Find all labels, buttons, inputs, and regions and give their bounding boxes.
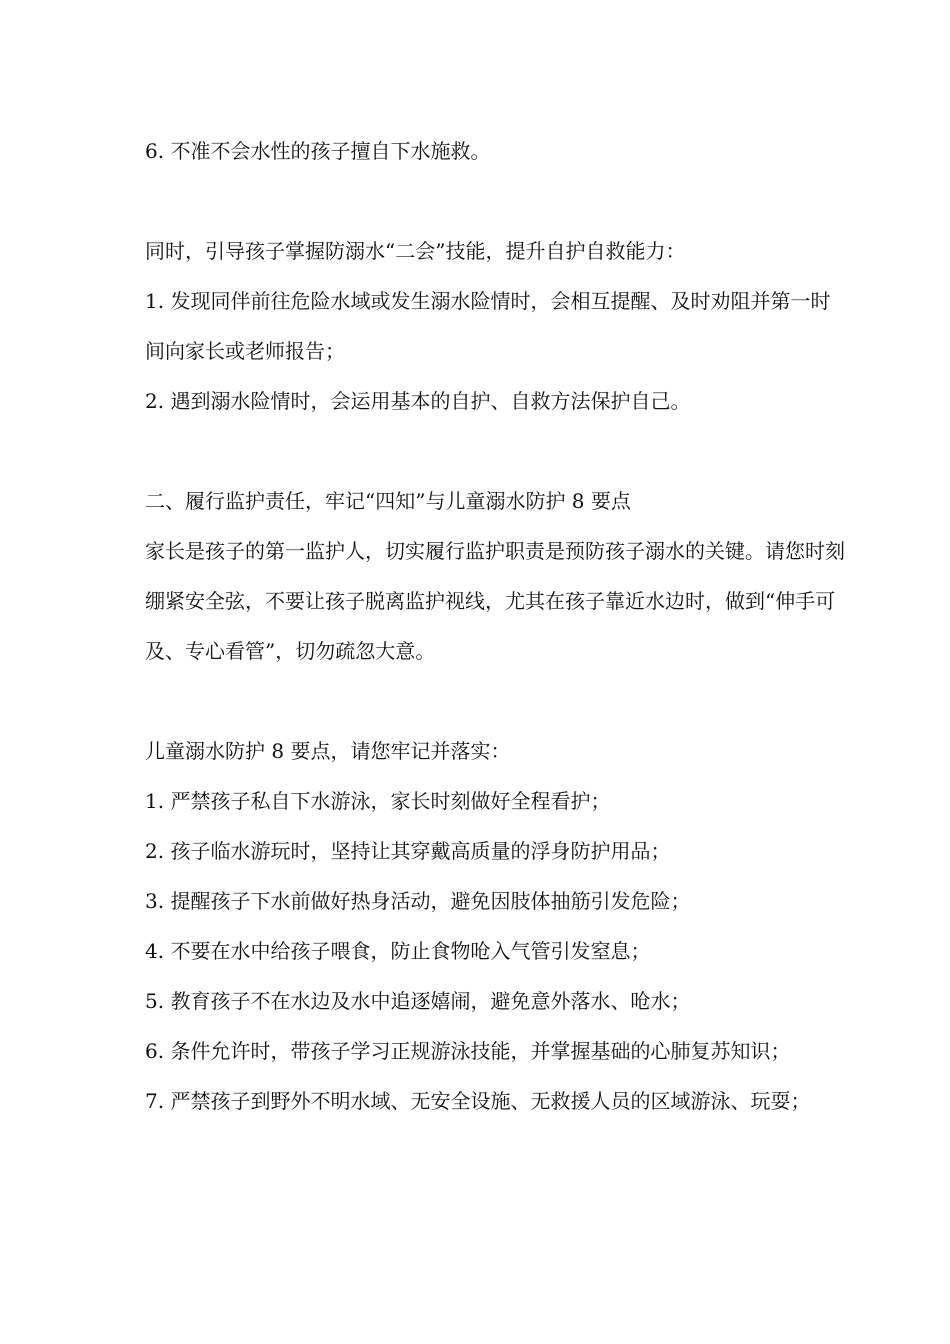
paragraph-gap [145, 676, 845, 726]
paragraph-skill-2: 2. 遇到溺水险情时，会运用基本的自护、自救方法保护自己。 [145, 389, 691, 413]
paragraph-guardian-duty: 家长是孩子的第一监护人，切实履行监护职责是预防孩子溺水的关键。请您时刻绷紧安全弦，不要让孩子脱离监护视线，尤其在孩子靠近水边时，做到“伸手可及、专心看管”，切勿疏忽大意。 [145, 539, 845, 663]
list-item-point-6: 6. 条件允许时，带孩子学习正规游泳技能，并掌握基础的心肺复苏知识； [145, 1039, 791, 1063]
paragraph-gap [145, 176, 845, 226]
paragraph-rule-6: 6. 不准不会水性的孩子擅自下水施救。 [145, 139, 491, 163]
section-heading-two: 二、履行监护责任，牢记“四知”与儿童溺水防护 8 要点 [145, 489, 631, 513]
paragraph-8-points-intro: 儿童溺水防护 8 要点，请您牢记并落实： [145, 739, 511, 763]
document-body [145, 126, 845, 1126]
list-item-point-2: 2. 孩子临水游玩时，坚持让其穿戴高质量的浮身防护用品； [145, 839, 671, 863]
paragraph-two-skills-intro: 同时，引导孩子掌握防溺水“二会”技能，提升自护自救能力： [145, 239, 686, 263]
list-item-point-3: 3. 提醒孩子下水前做好热身活动，避免因肢体抽筋引发危险； [145, 889, 691, 913]
list-item-point-4: 4. 不要在水中给孩子喂食，防止食物呛入气管引发窒息； [145, 939, 651, 963]
paragraph-gap [145, 426, 845, 476]
list-item-point-7: 7. 严禁孩子到野外不明水域、无安全设施、无救援人员的区域游泳、玩耍； [145, 1089, 811, 1113]
paragraph-skill-1: 1. 发现同伴前往危险水域或发生溺水险情时，会相互提醒、及时劝阻并第一时间向家长或老师报告； [145, 289, 831, 363]
list-item-point-1: 1. 严禁孩子私自下水游泳，家长时刻做好全程看护； [145, 789, 611, 813]
list-item-point-5: 5. 教育孩子不在水边及水中追逐嬉闹，避免意外落水、呛水； [145, 989, 691, 1013]
